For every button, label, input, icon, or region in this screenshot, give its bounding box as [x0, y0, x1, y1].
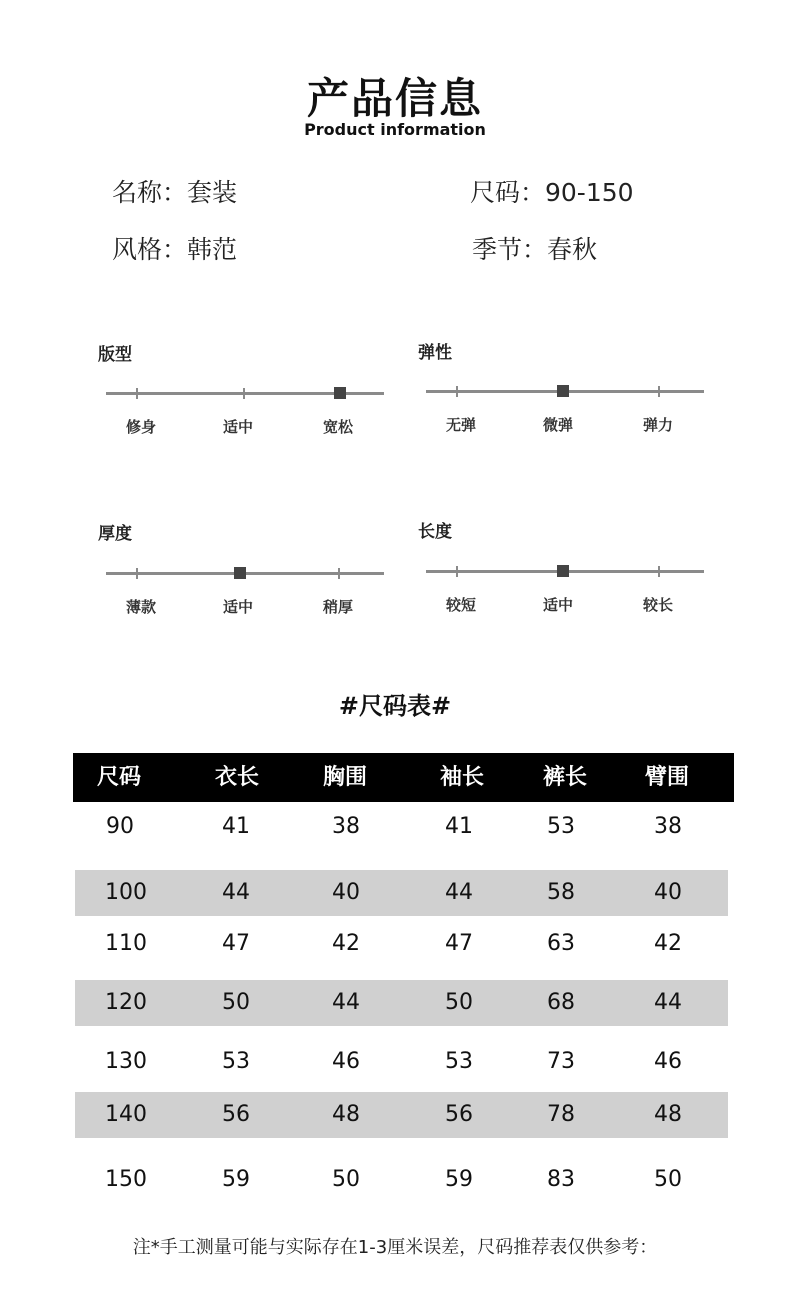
cell: 41	[222, 814, 250, 839]
col-header: 衣长	[214, 765, 259, 790]
cell: 40	[332, 880, 360, 905]
cell: 41	[445, 814, 473, 839]
slider-tick	[658, 386, 660, 397]
col-header: 臂围	[644, 765, 689, 790]
cell: 44	[654, 990, 682, 1015]
option-label: 较长	[642, 596, 673, 614]
cell: 63	[547, 931, 575, 956]
option-label: 弹力	[642, 416, 673, 434]
slider-tick	[338, 568, 340, 579]
option-label: 无弹	[445, 416, 476, 434]
cell: 47	[445, 931, 473, 956]
option-label: 修身	[125, 418, 156, 436]
size-table-title: #尺码表#	[338, 692, 452, 720]
attr-title: 厚度	[98, 524, 132, 544]
cell: 42	[654, 931, 682, 956]
table-row	[75, 1092, 728, 1138]
cell: 53	[222, 1049, 250, 1074]
table-header	[73, 753, 734, 802]
cell: 47	[222, 931, 250, 956]
option-label: 适中	[222, 598, 253, 616]
cell: 44	[445, 880, 473, 905]
slider-track	[426, 390, 704, 393]
table-row	[75, 921, 728, 967]
table-row	[75, 980, 728, 1026]
slider-marker	[234, 567, 246, 579]
cell: 150	[105, 1167, 147, 1192]
cell: 140	[105, 1102, 147, 1127]
cell: 40	[654, 880, 682, 905]
cell: 46	[332, 1049, 360, 1074]
attr-title: 弹性	[418, 343, 452, 363]
cell: 44	[222, 880, 250, 905]
cell: 38	[654, 814, 682, 839]
slider-tick	[136, 568, 138, 579]
page-title-en: Product information	[304, 120, 486, 139]
table-row	[75, 870, 728, 916]
cell: 56	[445, 1102, 473, 1127]
info-name: 名称：套装	[112, 178, 238, 207]
attr-title: 版型	[98, 345, 132, 365]
slider-marker	[557, 565, 569, 577]
option-label: 适中	[542, 596, 573, 614]
slider-marker	[557, 385, 569, 397]
cell: 50	[654, 1167, 682, 1192]
cell: 44	[332, 990, 360, 1015]
slider-tick	[243, 388, 245, 399]
cell: 50	[445, 990, 473, 1015]
cell: 56	[222, 1102, 250, 1127]
cell: 59	[445, 1167, 473, 1192]
cell: 73	[547, 1049, 575, 1074]
table-row	[75, 1157, 728, 1203]
cell: 120	[105, 990, 147, 1015]
slider-track	[426, 570, 704, 573]
table-row	[75, 804, 728, 850]
cell: 48	[654, 1102, 682, 1127]
cell: 42	[332, 931, 360, 956]
cell: 48	[332, 1102, 360, 1127]
option-label: 较短	[445, 596, 476, 614]
cell: 90	[106, 814, 134, 839]
cell: 78	[547, 1102, 575, 1127]
col-header: 裤长	[542, 765, 587, 790]
slider-tick	[136, 388, 138, 399]
attr-title: 长度	[418, 522, 452, 542]
cell: 50	[332, 1167, 360, 1192]
slider-tick	[658, 566, 660, 577]
cell: 46	[654, 1049, 682, 1074]
cell: 100	[105, 880, 147, 905]
slider-track	[106, 572, 384, 575]
cell: 50	[222, 990, 250, 1015]
cell: 68	[547, 990, 575, 1015]
cell: 38	[332, 814, 360, 839]
cell: 53	[445, 1049, 473, 1074]
slider-marker	[334, 387, 346, 399]
cell: 58	[547, 880, 575, 905]
cell: 53	[547, 814, 575, 839]
cell: 59	[222, 1167, 250, 1192]
cell: 83	[547, 1167, 575, 1192]
slider-track	[106, 392, 384, 395]
table-row	[75, 1039, 728, 1085]
option-label: 适中	[222, 418, 253, 436]
measurement-note: 注*手工测量可能与实际存在1-3厘米误差，尺码推荐表仅供参考：	[132, 1237, 658, 1258]
info-season: 季节：春秋	[472, 235, 598, 264]
cell: 130	[105, 1049, 147, 1074]
option-label: 薄款	[125, 598, 156, 616]
info-size: 尺码：90-150	[470, 178, 634, 207]
slider-tick	[456, 386, 458, 397]
cell: 110	[105, 931, 147, 956]
col-header: 胸围	[322, 765, 367, 790]
slider-tick	[456, 566, 458, 577]
col-header: 尺码	[96, 765, 141, 790]
option-label: 微弹	[542, 416, 573, 434]
page-title-cn: 产品信息	[306, 74, 483, 123]
option-label: 宽松	[322, 418, 353, 436]
option-label: 稍厚	[322, 598, 353, 616]
info-style: 风格：韩范	[112, 235, 238, 264]
col-header: 袖长	[439, 765, 484, 790]
